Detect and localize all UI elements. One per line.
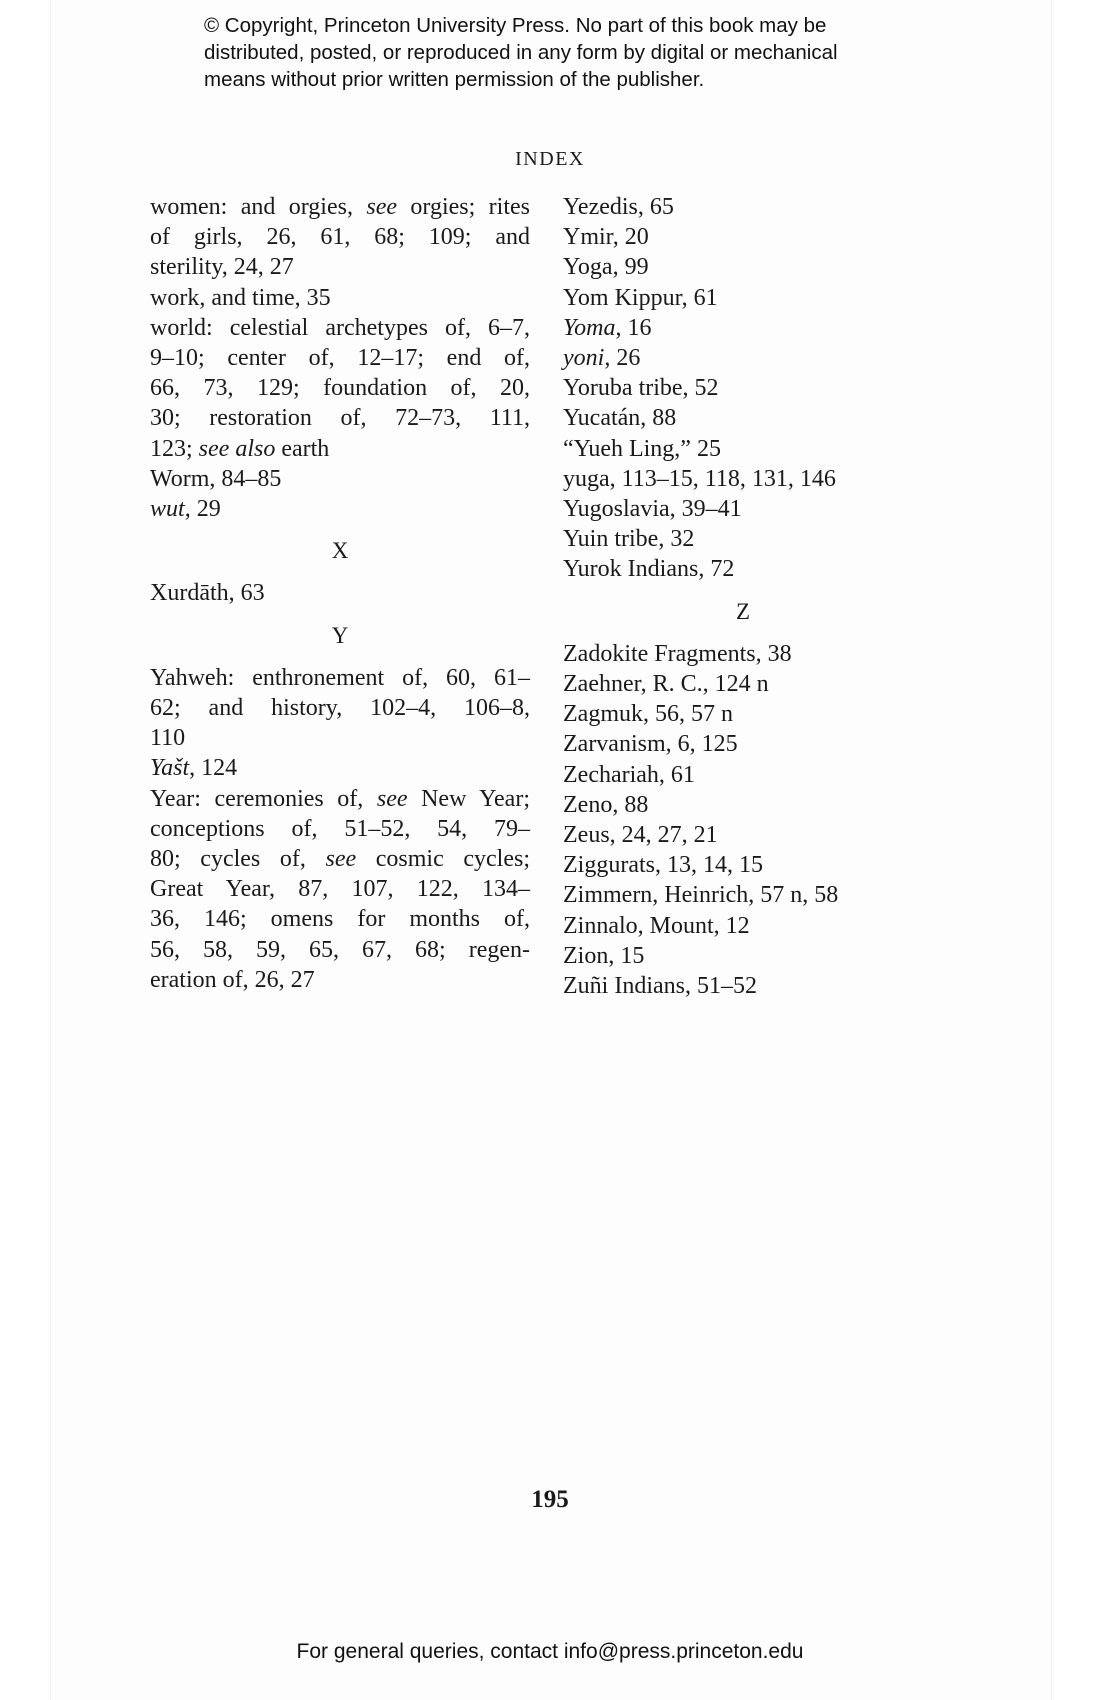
index-entry: [563, 403, 923, 433]
entry-text: 36, 146; omens for months of,: [150, 906, 530, 933]
entry-see: see: [325, 846, 357, 873]
entry-text: Zion, 15: [563, 942, 645, 969]
index-entry-xurdath: [150, 578, 530, 608]
index-entry: [563, 790, 923, 820]
entry-text: Ziggurats, 13, 14, 15: [563, 852, 763, 879]
index-entry: [563, 699, 923, 729]
entry-text: 9–10; center of, 12–17; end of,: [150, 345, 530, 372]
index-entry-women: [150, 192, 530, 283]
section-letter-z: Z: [735, 598, 751, 624]
index-entry: [563, 911, 923, 941]
entry-text: , 29: [184, 496, 221, 523]
entry-text: 66, 73, 129; foundation of, 20,: [150, 375, 530, 402]
entry-text: 80; cycles of,: [150, 846, 326, 873]
entry-text: Zuñi Indians, 51–52: [563, 973, 757, 1000]
entry-text: 62; and history, 102–4, 106–8,: [150, 695, 530, 722]
entry-text: orgies; rites: [397, 194, 530, 220]
index-entry: [563, 554, 923, 584]
entry-text: Zarvanism, 6, 125: [563, 731, 738, 758]
index-column-left: [150, 192, 530, 995]
index-entry: [563, 283, 923, 313]
entry-text: of girls, 26, 61, 68; 109; and: [150, 224, 530, 251]
entry-text: New Year;: [407, 785, 530, 812]
entry-see: see also: [198, 435, 276, 462]
entry-term: Yoma: [563, 314, 616, 341]
entry-text: Yucatán, 88: [563, 405, 677, 432]
index-entry: [563, 850, 923, 880]
index-entry-yoni: [563, 343, 923, 373]
entry-text: Yoruba tribe, 52: [563, 375, 719, 402]
entry-see: see: [376, 785, 408, 812]
index-title: INDEX: [515, 148, 585, 170]
entry-text: world: celestial archetypes of, 6–7,: [150, 314, 530, 341]
entry-text: yuga, 113–15, 118, 131, 146: [563, 465, 836, 492]
entry-text: “Yueh Ling,” 25: [563, 435, 721, 462]
index-entry-yahweh: [150, 663, 530, 754]
copyright-notice: [204, 12, 924, 93]
entry-text: women: and orgies,: [150, 194, 367, 220]
section-letter-x: X: [331, 538, 349, 564]
entry-text: Zimmern, Heinrich, 57 n, 58: [563, 882, 839, 909]
entry-text: Zechariah, 61: [563, 761, 695, 788]
index-entry: [563, 494, 923, 524]
copyright-line: means without prior written permission of the publisher.: [204, 68, 705, 91]
entry-text: Zaehner, R. C., 124 n: [563, 671, 769, 698]
entry-text: 123;: [150, 435, 199, 462]
index-entry: [563, 222, 923, 252]
index-entry: [563, 434, 923, 464]
index-entry: [563, 373, 923, 403]
entry-text: Zeno, 88: [563, 791, 649, 818]
index-entry-work: [150, 283, 530, 313]
entry-text: , 26: [604, 345, 641, 372]
entry-text: Yoga, 99: [563, 254, 649, 281]
copyright-line: distributed, posted, or reproduced in any form by digital or mechanical: [204, 41, 838, 64]
index-entry-yoma: [563, 313, 923, 343]
entry-text: Yom Kippur, 61: [563, 284, 718, 311]
entry-text: Zadokite Fragments, 38: [563, 640, 792, 667]
index-entry: [563, 639, 923, 669]
page-number: 195: [531, 1486, 569, 1513]
index-entry-year: [150, 784, 530, 995]
entry-text: Zagmuk, 56, 57 n: [563, 701, 733, 728]
index-entry-world: [150, 313, 530, 464]
entry-text: conceptions of, 51–52, 54, 79–: [150, 815, 530, 842]
index-entry: [563, 464, 923, 494]
footer-contact: For general queries, contact info@press.princeton.edu: [296, 1640, 804, 1663]
index-column-right: [563, 192, 923, 1001]
index-entry: [563, 192, 923, 222]
index-entry: [563, 880, 923, 910]
index-entry: [563, 729, 923, 759]
entry-text: 56, 58, 59, 65, 67, 68; regen-: [150, 936, 530, 963]
section-letter-y: Y: [331, 622, 349, 648]
entry-text: sterility, 24, 27: [150, 254, 294, 281]
entry-text: Zinnalo, Mount, 12: [563, 912, 750, 939]
entry-text: eration of, 26, 27: [150, 966, 315, 993]
index-entry-yast: [150, 753, 530, 783]
copyright-line: © Copyright, Princeton University Press. No part of this book may be: [204, 14, 827, 37]
entry-text: Yurok Indians, 72: [563, 556, 735, 583]
entry-term: Yašt: [150, 755, 190, 782]
entry-text: Yuin tribe, 32: [563, 526, 695, 553]
entry-text: Zeus, 24, 27, 21: [563, 822, 718, 849]
entry-text: Xurdāth, 63: [150, 580, 265, 607]
index-entry: [563, 252, 923, 282]
index-entry: [563, 524, 923, 554]
entry-text: Worm, 84–85: [150, 465, 282, 492]
index-entry: [563, 669, 923, 699]
entry-text: 30; restoration of, 72–73, 111,: [150, 405, 530, 432]
index-entry: [563, 941, 923, 971]
entry-text: Yugoslavia, 39–41: [563, 496, 742, 523]
index-entry-worm: [150, 464, 530, 494]
entry-text: , 16: [615, 314, 652, 341]
entry-term: wut: [150, 496, 185, 523]
index-entry: [563, 971, 923, 1001]
entry-text: , 124: [189, 755, 238, 782]
entry-text: 110: [150, 725, 186, 752]
entry-see: see: [366, 194, 398, 220]
entry-text: cosmic cycles;: [356, 846, 530, 873]
entry-text: Ymir, 20: [563, 224, 649, 251]
entry-term: yoni: [563, 345, 605, 372]
entry-text: Yezedis, 65: [563, 194, 674, 220]
index-entry: [563, 760, 923, 790]
index-entry: [563, 820, 923, 850]
entry-text: earth: [275, 435, 330, 462]
index-entry-wut: [150, 494, 530, 524]
entry-text: work, and time, 35: [150, 284, 331, 311]
entry-text: Year: ceremonies of,: [150, 785, 377, 812]
entry-text: Great Year, 87, 107, 122, 134–: [150, 876, 530, 903]
entry-text: Yahweh: enthronement of, 60, 61–: [150, 664, 530, 691]
